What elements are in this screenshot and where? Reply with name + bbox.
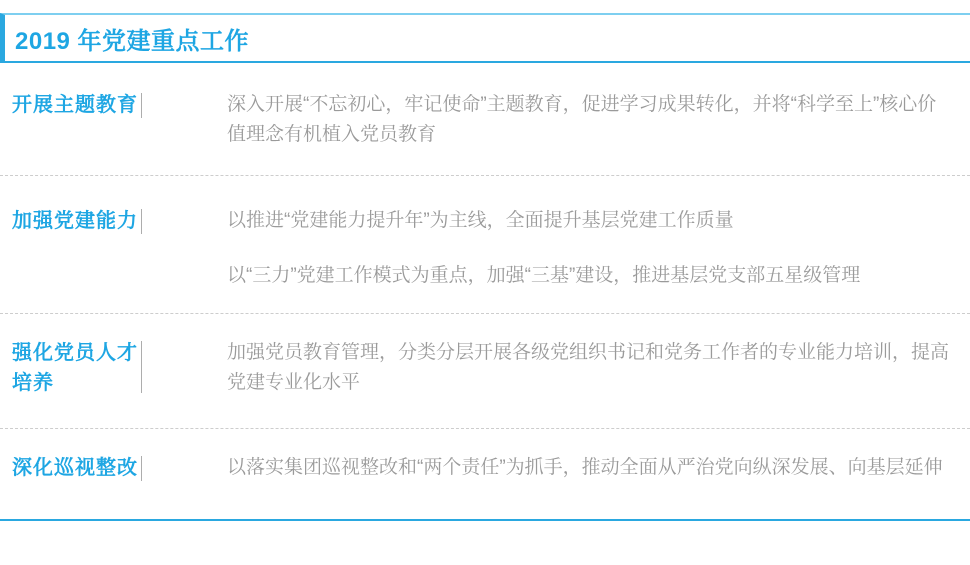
section-paragraph: 加强党员教育管理，分类分层开展各级党组织书记和党务工作者的专业能力培训，提高党建专业化水平: [227, 342, 950, 393]
section-body: [227, 206, 970, 291]
section-heading: 开展主题教育: [12, 94, 138, 116]
section-paragraph: 深入开展“不忘初心，牢记使命”主题教育，促进学习成果转化，并将“科学至上”核心价值理念有机植入党员教育: [227, 94, 937, 145]
section-theme-education: [0, 63, 970, 175]
section-paragraph: 以“三力”党建工作模式为重点，加强“三基”建设，推进基层党支部五星级管理: [227, 265, 861, 286]
page-title: 2019 年党建重点工作: [15, 27, 250, 55]
section-talent-cultivation: [0, 314, 970, 428]
title-block: [0, 13, 970, 63]
heading-divider: [141, 209, 142, 234]
heading-divider: [141, 93, 142, 118]
section-body: [227, 90, 970, 150]
section-inspection-rectification: [0, 429, 970, 519]
section-paragraph: 以推进“党建能力提升年”为主线，全面提升基层党建工作质量: [227, 210, 734, 231]
section-heading: 加强党建能力: [12, 210, 138, 232]
section-heading: 深化巡视整改: [12, 457, 138, 479]
heading-divider: [141, 456, 142, 481]
section-paragraph: 以落实集团巡视整改和“两个责任”为抓手，推动全面从严治党向纵深发展、向基层延伸: [227, 457, 943, 478]
section-heading: 强化党员人才培养: [12, 342, 138, 394]
bottom-rule: [0, 519, 970, 521]
sections-list: [0, 63, 970, 519]
section-body: [227, 338, 970, 398]
heading-divider: [141, 341, 142, 393]
section-body: [227, 453, 970, 483]
section-party-building-capability: [0, 176, 970, 313]
